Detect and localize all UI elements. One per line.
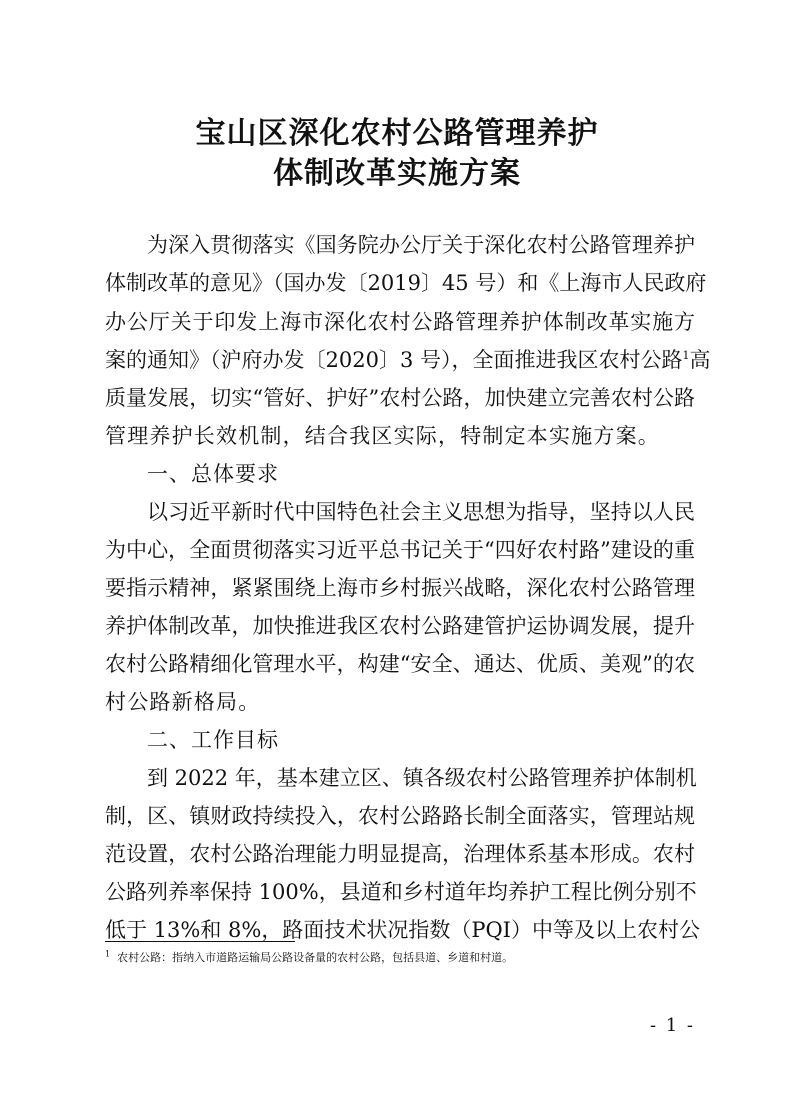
intro-line-1: 为深入贯彻落实《国务院办公厅关于深化农村公路管理养护	[147, 233, 695, 257]
section-1-line-2: 为中心，全面贯彻落实习近平总书记关于“四好农村路”建设的重	[105, 538, 695, 562]
section-2-line-1: 到 2022 年，基本建立区、镇各级农村公路管理养护体制机	[147, 766, 697, 790]
footnote-marker: 1	[105, 949, 111, 959]
section-2-line-4: 公路列养率保持 100%，县道和乡村道年均养护工程比例分别不	[105, 880, 697, 904]
footnote-text: 农村公路：指纳入市道路运输局公路设备量的农村公路，包括县道、乡道和村道。	[117, 951, 514, 964]
page-number: - 1 -	[649, 1015, 695, 1036]
document-title-line-2: 体制改革实施方案	[273, 156, 521, 191]
section-1-line-3: 要指示精神，紧紧围绕上海市乡村振兴战略，深化农村公路管理	[105, 576, 695, 600]
document-title-line-1: 宝山区深化农村公路管理养护	[195, 116, 599, 151]
intro-line-4-text: 案的通知》（沪府办发〔2020〕3 号），全面推进我区农村公路	[105, 348, 683, 372]
section-1-line-6: 村公路新格局。	[105, 690, 261, 714]
intro-line-4-tail: 高	[689, 348, 711, 372]
intro-line-4	[105, 342, 711, 378]
section-2-heading: 二、工作目标	[147, 728, 279, 752]
intro-line-6: 管理养护长效机制，结合我区实际，特制定本实施方案。	[105, 424, 660, 448]
intro-line-5: 质量发展，切实“管好、护好”农村公路，加快建立完善农村公路	[105, 386, 695, 410]
footnote	[105, 950, 513, 966]
intro-line-3: 办公厅关于印发上海市深化农村公路管理养护体制改革实施方	[105, 310, 695, 334]
section-1-line-1: 以习近平新时代中国特色社会主义思想为指导，坚持以人民	[147, 500, 695, 524]
section-2-line-3: 范设置，农村公路治理能力明显提高，治理体系基本形成。农村	[105, 842, 695, 866]
section-1-heading: 一、总体要求	[147, 462, 279, 486]
section-2-line-2: 制，区、镇财政持续投入，农村公路路长制全面落实，管理站规	[105, 804, 695, 828]
footnote-divider	[105, 941, 295, 942]
intro-line-2: 体制改革的意见》（国办发〔2019〕45 号）和《上海市人民政府	[105, 271, 707, 295]
section-1-line-4: 养护体制改革，加快推进我区农村公路建管护运协调发展，提升	[105, 614, 695, 638]
footnote-reference: 1	[682, 349, 690, 362]
section-2-line-5: 低于 13%和 8%，路面技术状况指数（PQI）中等及以上农村公	[105, 918, 700, 942]
section-1-line-5: 农村公路精细化管理水平，构建“安全、通达、优质、美观”的农	[105, 652, 695, 676]
